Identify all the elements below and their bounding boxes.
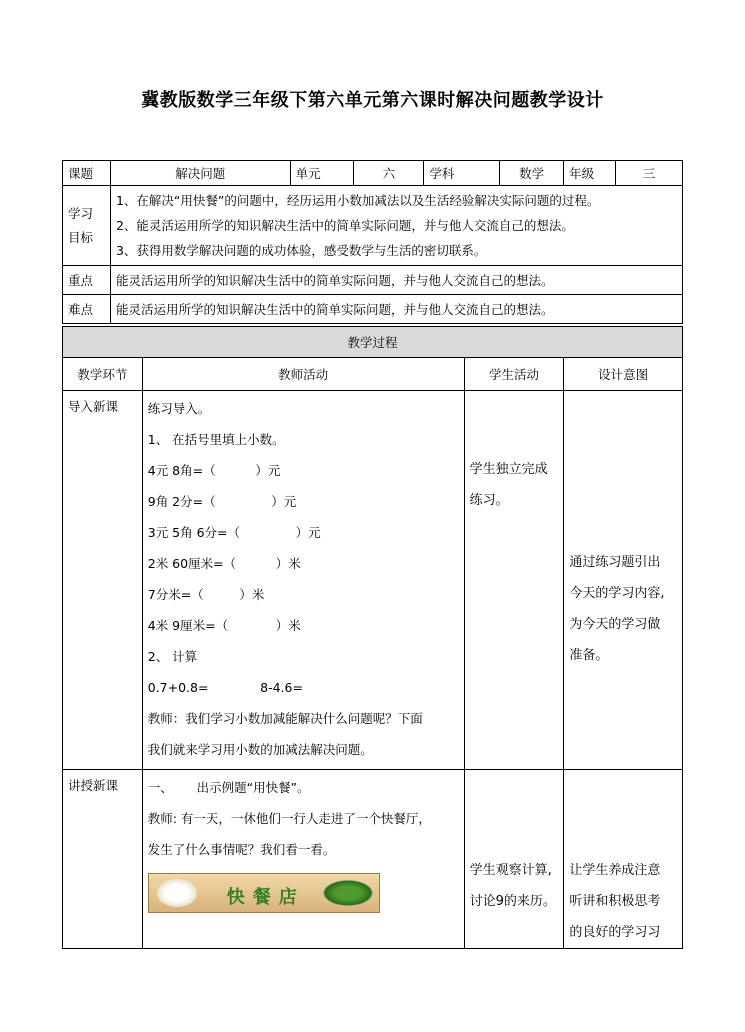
goals-label-line1: 学习 (68, 205, 94, 221)
fast-food-shop-image (148, 873, 380, 913)
process-banner: 教学过程 (63, 327, 683, 358)
goals-content (110, 186, 682, 266)
document-title: 冀教版数学三年级下第六单元第六课时解决问题教学设计 (141, 90, 604, 111)
design-line: 听讲和积极思考 (569, 894, 661, 909)
lesson-info-table (62, 160, 683, 324)
design-line: 的良好的学习习 (569, 925, 661, 940)
stage-intro-teacher (142, 391, 464, 770)
stage-intro-name: 导入新课 (63, 391, 143, 770)
teacher-line: 4元 8角=（ ）元 (147, 463, 281, 478)
teacher-line: 9角 2分=（ ）元 (147, 494, 297, 509)
stage-new-lesson-teacher (142, 770, 464, 949)
teacher-line: 2米 60厘米=（ ）米 (147, 556, 301, 571)
teacher-line: 0.7+0.8= 8-4.6= (147, 680, 303, 695)
goals-label (63, 186, 111, 266)
difficulty-row (63, 295, 683, 324)
stage-new-lesson-row (63, 770, 683, 949)
teacher-line: 我们就来学习用小数的加减法解决问题。 (147, 742, 373, 757)
stage-new-lesson-student (464, 770, 564, 949)
rice-plate-icon (157, 879, 197, 907)
fast-food-shop-sign: 快餐店 (226, 887, 305, 908)
design-line: 通过练习题引出 (569, 555, 661, 570)
design-line: 准备。 (569, 648, 609, 663)
teacher-line: 1、 在括号里填上小数。 (147, 432, 285, 447)
topic-row (63, 161, 683, 186)
teacher-line: 7分米=（ ）米 (147, 587, 265, 602)
goals-row (63, 186, 683, 266)
goal-item: 3、获得用数学解决问题的成功体验，感受数学与生活的密切联系。 (115, 243, 487, 258)
teacher-line: 练习导入。 (147, 401, 211, 416)
header-design: 设计意图 (564, 358, 683, 391)
topic-value: 解决问题 (110, 161, 290, 186)
teacher-line: 教师: 有一天，一休他们一行人走进了一个快餐厅， (147, 811, 431, 826)
process-banner-row (63, 327, 683, 358)
key-point-label: 重点 (63, 266, 111, 295)
design-line: 让学生养成注意 (569, 863, 661, 878)
key-point-row (63, 266, 683, 295)
student-line: 学生独立完成 (469, 462, 548, 477)
unit-value: 六 (354, 161, 424, 186)
grade-label: 年级 (564, 161, 616, 186)
stage-new-lesson-name: 讲授新课 (63, 770, 143, 949)
grade-value: 三 (616, 161, 683, 186)
difficulty-label: 难点 (63, 295, 111, 324)
key-point-value: 能灵活运用所学的知识解决生活中的简单实际问题，并与他人交流自己的想法。 (110, 266, 682, 295)
student-line: 学生观察计算, (469, 863, 552, 878)
teacher-line: 3元 5角 6分=（ ）元 (147, 525, 321, 540)
goal-item: 2、能灵活运用所学的知识解决生活中的简单实际问题，并与他人交流自己的想法。 (115, 218, 574, 233)
design-line: 今天的学习内容, (569, 586, 665, 601)
teacher-line: 一、 出示例题“用快餐”。 (147, 780, 310, 795)
subject-label: 学科 (424, 161, 500, 186)
vegetable-plate-icon (323, 880, 373, 906)
stage-intro-design (564, 391, 683, 770)
teacher-line: 2、 计算 (147, 649, 198, 664)
stage-new-lesson-design (564, 770, 683, 949)
topic-label: 课题 (63, 161, 111, 186)
difficulty-value: 能灵活运用所学的知识解决生活中的简单实际问题，并与他人交流自己的想法。 (110, 295, 682, 324)
teacher-line: 教师：我们学习小数加减能解决什么问题呢？下面 (147, 711, 423, 726)
goals-label-line2: 目标 (68, 229, 94, 245)
stage-intro-student (464, 391, 564, 770)
student-line: 练习。 (469, 493, 509, 508)
goal-item: 1、在解决“用快餐”的问题中，经历运用小数加减法以及生活经验解决实际问题的过程。 (115, 193, 600, 208)
process-header-row (63, 358, 683, 391)
teacher-line: 4米 9厘米=（ ）米 (147, 618, 301, 633)
teacher-line: 发生了什么事情呢？我们看一看。 (147, 842, 336, 857)
design-line: 为今天的学习做 (569, 617, 661, 632)
stage-intro-row (63, 391, 683, 770)
header-teacher: 教师活动 (142, 358, 464, 391)
subject-value: 数学 (500, 161, 564, 186)
teaching-process-table (62, 326, 683, 949)
header-student: 学生活动 (464, 358, 564, 391)
header-stage: 教学环节 (63, 358, 143, 391)
student-line: 讨论9的来历。 (469, 894, 556, 909)
unit-label: 单元 (290, 161, 354, 186)
